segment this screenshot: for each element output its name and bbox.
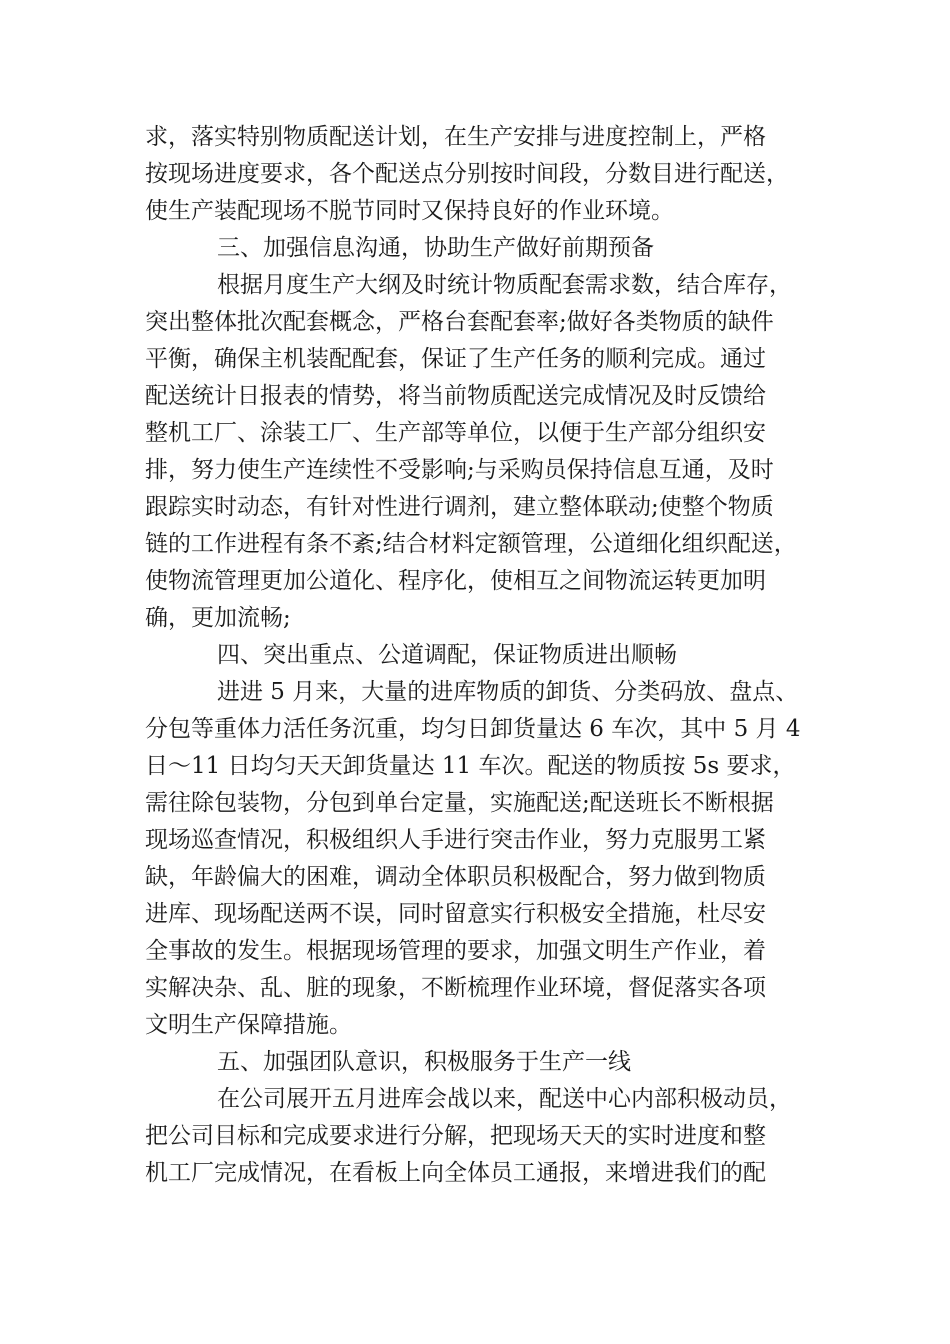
text-line: 分包等重体力活任务沉重，均匀日卸货量达 6 车次，其中 5 月 4: [145, 716, 801, 742]
text-line: 缺，年龄偏大的困难，调动全体职员积极配合，努力做到物质: [145, 864, 766, 890]
text-line: 文明生产保障措施。: [145, 1012, 352, 1038]
text-line: 跟踪实时动态，有针对性进行调剂，建立整体联动;使整个物质: [145, 494, 774, 520]
text-line: 进库、现场配送两不误，同时留意实行积极安全措施，杜尽安: [145, 901, 766, 927]
paragraph-start-line: 在公司展开五月进库会战以来，配送中心内部积极动员，: [217, 1086, 792, 1112]
text-line: 平衡，确保主机装配配套，保证了生产任务的顺利完成。通过: [145, 346, 766, 372]
text-line: 日～11 日均匀天天卸货量达 11 车次。配送的物质按 5s 要求，: [145, 753, 796, 779]
text-line: 按现场进度要求，各个配送点分别按时间段，分数目进行配送，: [145, 161, 789, 187]
paragraph-start-line: 进进 5 月来，大量的进库物质的卸货、分类码放、盘点、: [217, 679, 799, 705]
text-line: 链的工作进程有条不紊;结合材料定额管理，公道细化组织配送，: [145, 531, 797, 557]
body-text: [145, 119, 825, 1192]
text-line: 排，努力使生产连续性不受影响;与采购员保持信息互通，及时: [145, 457, 774, 483]
text-line: 全事故的发生。根据现场管理的要求，加强文明生产作业，着: [145, 938, 766, 964]
text-line: 把公司目标和完成要求进行分解，把现场天天的实时进度和整: [145, 1123, 766, 1149]
text-line: 机工厂完成情况，在看板上向全体员工通报，来增进我们的配: [145, 1160, 766, 1186]
text-line: 现场巡查情况，积极组织人手进行突击作业，努力克服男工紧: [145, 827, 766, 853]
text-line: 确，更加流畅;: [145, 605, 291, 631]
paragraph-start-line: 根据月度生产大纲及时统计物质配套需求数，结合库存，: [217, 272, 792, 298]
paragraph-start-line: 三、加强信息沟通，协助生产做好前期预备: [217, 235, 654, 261]
text-line: 需往除包装物，分包到单台定量，实施配送;配送班长不断根据: [145, 790, 774, 816]
text-line: 配送统计日报表的情势，将当前物质配送完成情况及时反馈给: [145, 383, 766, 409]
text-line: 使物流管理更加公道化、程序化，使相互之间物流运转更加明: [145, 568, 766, 594]
text-line: 使生产装配现场不脱节同时又保持良好的作业环境。: [145, 198, 674, 224]
paragraph-start-line: 五、加强团队意识，积极服务于生产一线: [217, 1049, 631, 1075]
text-line: 实解决杂、乱、脏的现象，不断梳理作业环境，督促落实各项: [145, 975, 766, 1001]
text-line: 突出整体批次配套概念，严格台套配套率;做好各类物质的缺件: [145, 309, 774, 335]
text-line: 求，落实特别物质配送计划，在生产安排与进度控制上，严格: [145, 124, 766, 150]
paragraph-start-line: 四、突出重点、公道调配，保证物质进出顺畅: [217, 642, 677, 668]
text-line: 整机工厂、涂装工厂、生产部等单位，以便于生产部分组织安: [145, 420, 766, 446]
